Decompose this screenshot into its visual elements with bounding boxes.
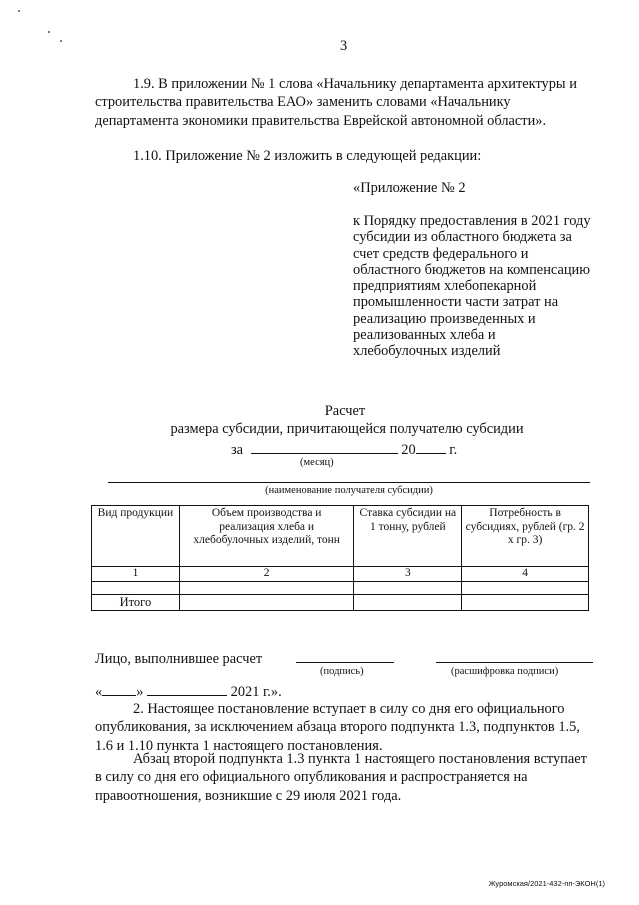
total-label-cell: Итого (92, 594, 180, 611)
scan-speck (48, 31, 50, 33)
empty-cell (462, 581, 589, 594)
paragraph-1-9: 1.9. В приложении № 1 слова «Начальнику департамента архитектуры и строительства правительства ЕАО» заменить словами «Начальнику департамента экономики правительства Еврейской автономной области». (95, 76, 577, 129)
header-cell: Объем производства и реализация хлеба и хлебобулочных изделий, тонн (179, 506, 354, 567)
header-cell: Потребность в субсидиях, рублей (гр. 2 x гр. 3) (462, 506, 589, 567)
day-blank (102, 682, 136, 696)
period-za: за (231, 442, 244, 458)
year-blank (416, 439, 446, 454)
number-cell: 3 (354, 567, 462, 582)
number-cell: 4 (462, 567, 589, 582)
empty-cell (179, 581, 354, 594)
number-cell: 1 (92, 567, 180, 582)
page-number: 3 (340, 38, 348, 54)
signer-label: Лицо, выполнившее расчет (95, 651, 263, 667)
table-number-row (92, 567, 589, 582)
scan-speck (18, 10, 20, 12)
period-year-prefix: 20 (401, 442, 416, 458)
date-quote-close: » (136, 684, 144, 700)
table-header-row (92, 506, 589, 567)
subsidy-table (91, 505, 589, 611)
number-cell: 2 (179, 567, 354, 582)
sign-caption: (подпись) (320, 666, 364, 677)
paragraph-1-10: 1.10. Приложение № 2 изложить в следующей редакции: (133, 148, 482, 164)
paragraph-2: 2. Настоящее постановление вступает в силу со дня его официального опубликования, за исключением абзаца второго подпункта 1.3, подпунктов 1.5, 1.6 и 1.10 пункта 1 настоящего постановления. (95, 701, 580, 754)
table-total-row (92, 594, 589, 611)
decode-caption: (расшифровка подписи) (451, 666, 559, 677)
date-year: 2021 г.». (230, 684, 282, 700)
month-blank-2 (147, 682, 227, 696)
empty-cell (354, 594, 462, 611)
calc-period-line (231, 439, 457, 459)
calc-title: Расчет (324, 403, 366, 419)
footer-code: Журомская/2021-432-пп-ЭКОН(1) (488, 879, 605, 888)
paragraph-3: Абзац второй подпункта 1.3 пункта 1 настоящего постановления вступает в силу со дня его официального опубликования и распространяется на правоотношения, возникшие с 29 июля 2021 года. (95, 751, 587, 804)
empty-cell (462, 594, 589, 611)
month-blank (251, 439, 398, 454)
recipient-caption: (наименование получателя субсидии) (265, 485, 433, 496)
decode-line (436, 662, 593, 663)
signature-date (95, 682, 282, 701)
appendix-subtitle: к Порядку предоставления в 2021 году субсидии из областного бюджета за счет средств федерального и областного бюджетов на компенсацию предприятиям хлебопекарной промышленности части затрат на реализацию произведенных и реализованных хлеба и хлебобулочных изделий (353, 213, 591, 360)
recipient-line (108, 482, 590, 483)
period-year-suffix: г. (449, 442, 458, 458)
scan-speck (60, 40, 62, 42)
month-caption: (месяц) (300, 457, 334, 468)
calc-subtitle: размера субсидии, причитающейся получателю субсидии (170, 421, 524, 437)
empty-cell (92, 581, 180, 594)
empty-cell (354, 581, 462, 594)
table-row (92, 581, 589, 594)
date-quote-open: « (95, 684, 103, 700)
header-cell: Ставка субсидии на 1 тонну, рублей (354, 506, 462, 567)
empty-cell (179, 594, 354, 611)
header-cell: Вид продукции (92, 506, 180, 567)
sign-line (296, 662, 394, 663)
appendix-title: «Приложение № 2 (353, 180, 466, 196)
